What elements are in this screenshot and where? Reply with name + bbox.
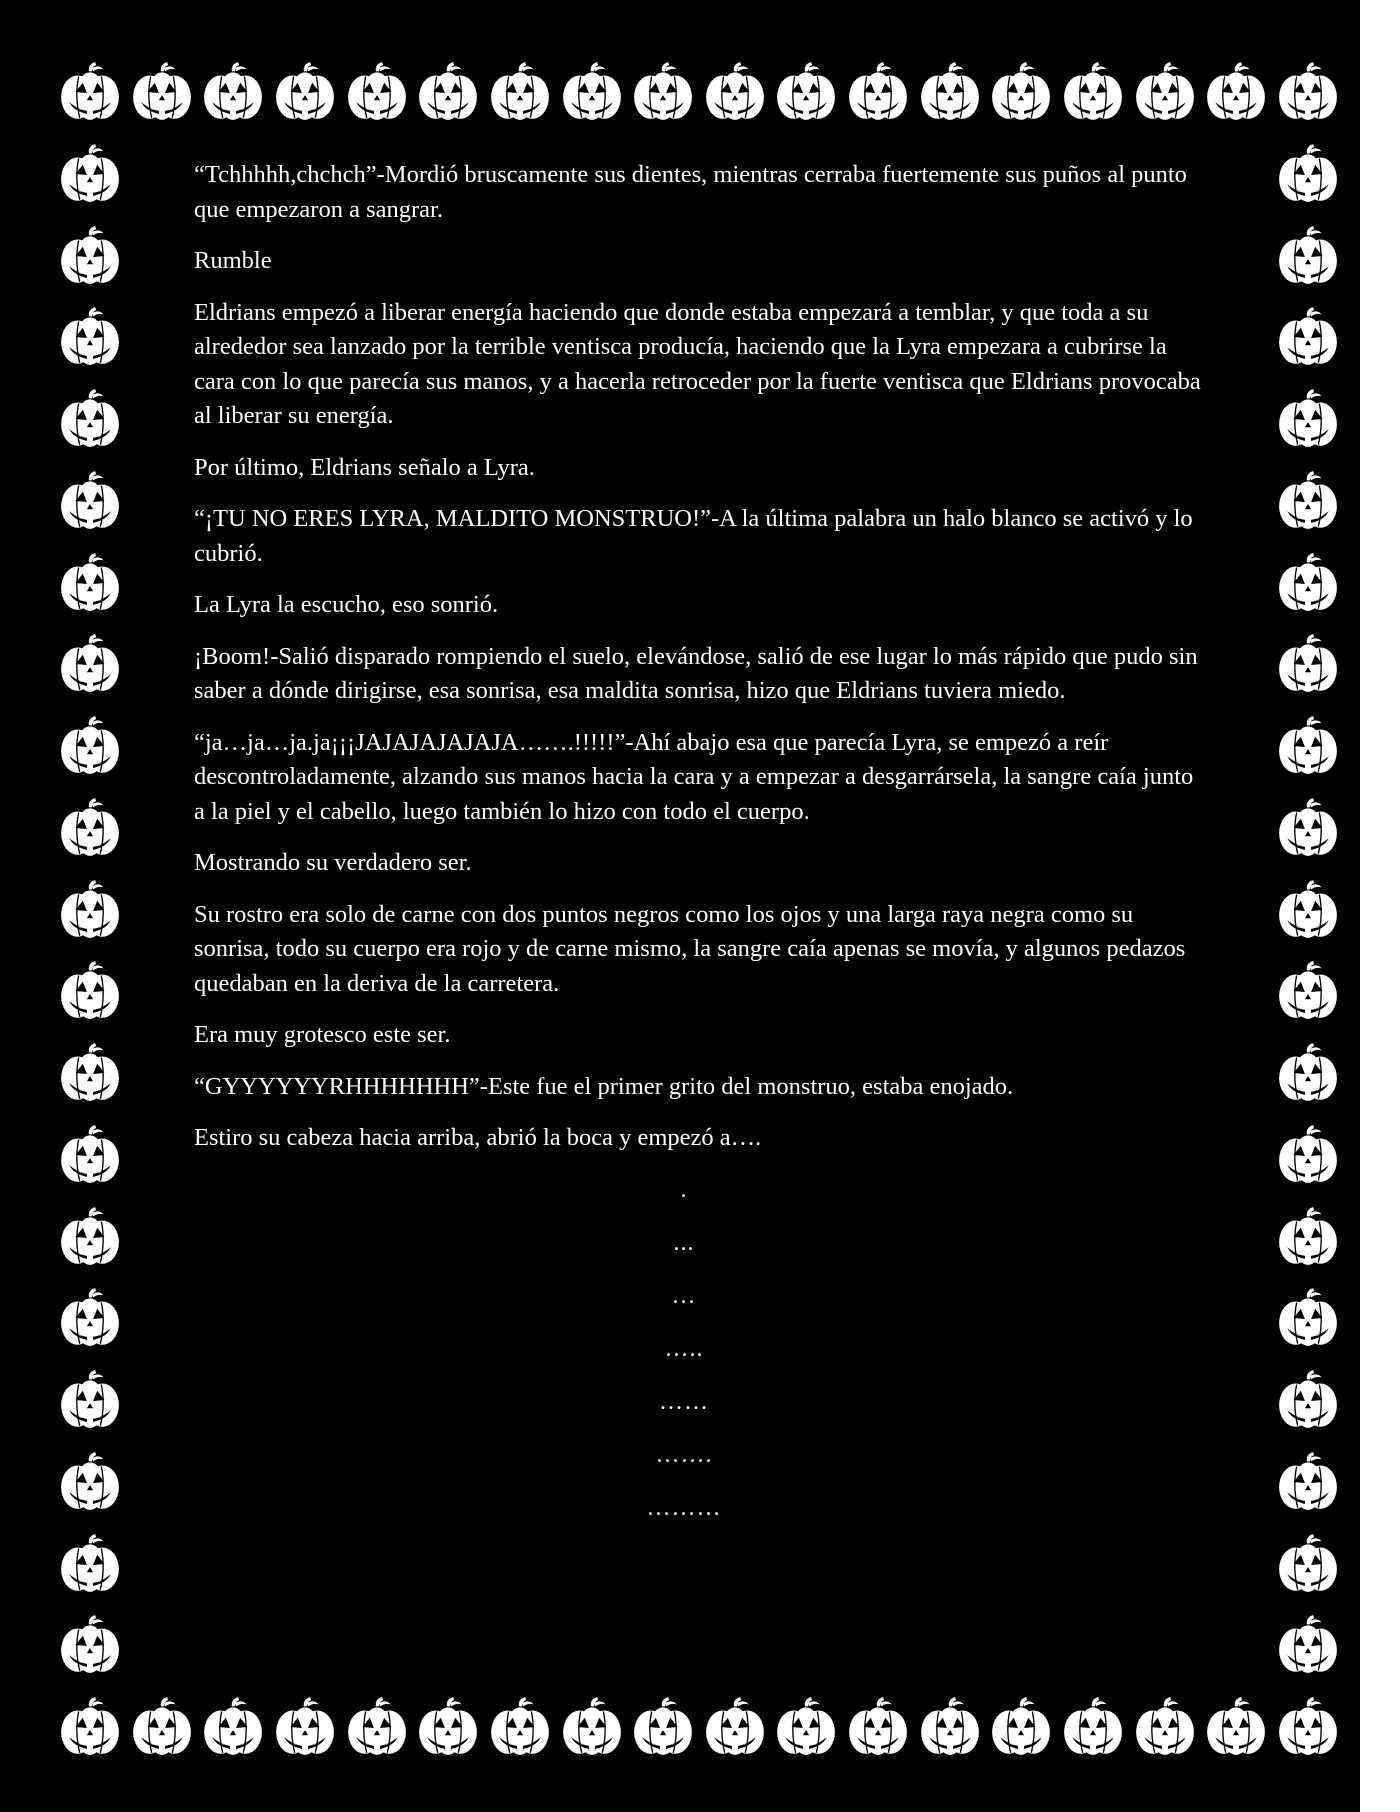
jack-o-lantern-icon xyxy=(272,1695,338,1761)
jack-o-lantern-icon xyxy=(702,1695,768,1761)
jack-o-lantern-icon xyxy=(57,1123,123,1189)
jack-o-lantern-icon xyxy=(1275,1041,1341,1107)
paragraph: “GYYYYYYRHHHHHHH”-Este fue el primer grito del monstruo, estaba enojado. xyxy=(194,1072,1014,1100)
jack-o-lantern-icon xyxy=(1275,1532,1341,1598)
jack-o-lantern-icon xyxy=(559,1695,625,1761)
jack-o-lantern-icon xyxy=(1275,1286,1341,1352)
paragraph: La Lyra la escucho, eso sonrió. xyxy=(194,591,499,618)
jack-o-lantern-icon xyxy=(1275,551,1341,617)
jack-o-lantern-icon xyxy=(57,959,123,1025)
jack-o-lantern-icon xyxy=(559,60,625,126)
jack-o-lantern-icon xyxy=(487,60,553,126)
jack-o-lantern-icon xyxy=(344,1695,410,1761)
jack-o-lantern-icon xyxy=(129,60,195,126)
ellipsis-line: ... xyxy=(673,1229,695,1256)
jack-o-lantern-icon xyxy=(1275,1695,1341,1761)
jack-o-lantern-icon xyxy=(57,632,123,698)
ellipsis-line: ……… xyxy=(646,1494,722,1521)
jack-o-lantern-icon xyxy=(57,142,123,208)
jack-o-lantern-icon xyxy=(1060,60,1126,126)
jack-o-lantern-icon xyxy=(57,1613,123,1679)
jack-o-lantern-icon xyxy=(415,1695,481,1761)
jack-o-lantern-icon xyxy=(1275,1450,1341,1516)
jack-o-lantern-icon xyxy=(917,1695,983,1761)
jack-o-lantern-icon xyxy=(1275,1368,1341,1434)
jack-o-lantern-icon xyxy=(272,60,338,126)
jack-o-lantern-icon xyxy=(57,224,123,290)
paragraph: “¡TU NO ERES LYRA, MALDITO MONSTRUO!”-A la última palabra un halo blanco se activó y lo cubrió. xyxy=(194,505,1193,567)
jack-o-lantern-icon xyxy=(845,60,911,126)
jack-o-lantern-icon xyxy=(57,1450,123,1516)
jack-o-lantern-icon xyxy=(57,1368,123,1434)
jack-o-lantern-icon xyxy=(1275,142,1341,208)
jack-o-lantern-icon xyxy=(344,60,410,126)
jack-o-lantern-icon xyxy=(773,1695,839,1761)
jack-o-lantern-icon xyxy=(988,1695,1054,1761)
jack-o-lantern-icon xyxy=(200,60,266,126)
jack-o-lantern-icon xyxy=(1203,60,1269,126)
jack-o-lantern-icon xyxy=(773,60,839,126)
paragraph: Estiro su cabeza hacia arriba, abrió la boca y empezó a…. xyxy=(194,1124,762,1151)
jack-o-lantern-icon xyxy=(1275,1205,1341,1271)
jack-o-lantern-icon xyxy=(129,1695,195,1761)
jack-o-lantern-icon xyxy=(1275,878,1341,944)
jack-o-lantern-icon xyxy=(1275,60,1341,126)
jack-o-lantern-icon xyxy=(57,878,123,944)
paragraph: Era muy grotesco este ser. xyxy=(194,1021,451,1048)
jack-o-lantern-icon xyxy=(1275,469,1341,535)
jack-o-lantern-icon xyxy=(1275,224,1341,290)
ellipsis-line: ……. xyxy=(655,1441,713,1468)
jack-o-lantern-icon xyxy=(1203,1695,1269,1761)
page-margin xyxy=(1360,0,1400,1812)
ellipsis-sequence xyxy=(194,1173,1204,1544)
jack-o-lantern-icon xyxy=(1275,1123,1341,1189)
jack-o-lantern-icon xyxy=(1132,60,1198,126)
jack-o-lantern-icon xyxy=(1275,1613,1341,1679)
jack-o-lantern-icon xyxy=(57,551,123,617)
ellipsis-line: …… xyxy=(659,1388,709,1415)
jack-o-lantern-icon xyxy=(57,305,123,371)
jack-o-lantern-icon xyxy=(57,1695,123,1761)
paragraph: Eldrians empezó a liberar energía haciendo que donde estaba empezará a temblar, y que toda a su alrededor sea lanzado por la terrible ventisca producía, haciendo que la Lyra empezara a cubrirse la cara con lo que parecía sus manos, y a hacerla retroceder por la fuerte ventisca que Eldrians provocaba al liberar su energía. xyxy=(194,298,1201,429)
jack-o-lantern-icon xyxy=(845,1695,911,1761)
jack-o-lantern-icon xyxy=(702,60,768,126)
paragraph: ¡Boom!-Salió disparado rompiendo el suelo, elevándose, salió de ese lugar lo más rápido que pudo sin saber a dónde dirigirse, esa sonrisa, esa maldita sonrisa, hizo que Eldrians tuviera miedo. xyxy=(194,642,1198,704)
jack-o-lantern-icon xyxy=(1275,796,1341,862)
jack-o-lantern-icon xyxy=(1060,1695,1126,1761)
jack-o-lantern-icon xyxy=(1275,959,1341,1025)
paragraph: Mostrando su verdadero ser. xyxy=(194,849,472,876)
paragraph: “Tchhhhh,chchch”-Mordió bruscamente sus dientes, mientras cerraba fuertemente sus puños al punto que empezaron a sangrar. xyxy=(194,161,1187,223)
ellipsis-line: ….. xyxy=(664,1335,704,1362)
jack-o-lantern-icon xyxy=(988,60,1054,126)
ellipsis-line: . xyxy=(680,1176,688,1203)
jack-o-lantern-icon xyxy=(917,60,983,126)
jack-o-lantern-icon xyxy=(630,60,696,126)
jack-o-lantern-icon xyxy=(1132,1695,1198,1761)
paragraph: Rumble xyxy=(194,247,272,274)
jack-o-lantern-icon xyxy=(57,1205,123,1271)
jack-o-lantern-icon xyxy=(1275,714,1341,780)
jack-o-lantern-icon xyxy=(57,1532,123,1598)
jack-o-lantern-icon xyxy=(57,387,123,453)
jack-o-lantern-icon xyxy=(200,1695,266,1761)
paragraph: Por último, Eldrians señalo a Lyra. xyxy=(194,453,535,481)
ellipsis-line: … xyxy=(671,1282,697,1309)
jack-o-lantern-icon xyxy=(57,796,123,862)
jack-o-lantern-icon xyxy=(57,1286,123,1352)
jack-o-lantern-icon xyxy=(415,60,481,126)
paragraph: “ja…ja…ja.ja¡¡¡JAJAJAJAJAJA…….!!!!!”-Ahí abajo esa que parecía Lyra, se empezó a reír descontroladamente, alzando sus manos hacia la cara y a empezar a desgarrársela, la sangre caía junto a la piel y el cabello, luego también lo hizo con todo el cuerpo. xyxy=(194,728,1194,825)
jack-o-lantern-icon xyxy=(57,714,123,780)
jack-o-lantern-icon xyxy=(1275,632,1341,698)
jack-o-lantern-icon xyxy=(1275,305,1341,371)
story-text xyxy=(194,158,1204,1544)
jack-o-lantern-icon xyxy=(1275,387,1341,453)
jack-o-lantern-icon xyxy=(487,1695,553,1761)
paragraph: Su rostro era solo de carne con dos puntos negros como los ojos y una larga raya negra como su sonrisa, todo su cuerpo era rojo y de carne mismo, la sangre caía apenas se movía, y algunos pedazos quedaban en la deriva de la carretera. xyxy=(194,900,1186,997)
jack-o-lantern-icon xyxy=(57,60,123,126)
jack-o-lantern-icon xyxy=(630,1695,696,1761)
jack-o-lantern-icon xyxy=(57,1041,123,1107)
jack-o-lantern-icon xyxy=(57,469,123,535)
